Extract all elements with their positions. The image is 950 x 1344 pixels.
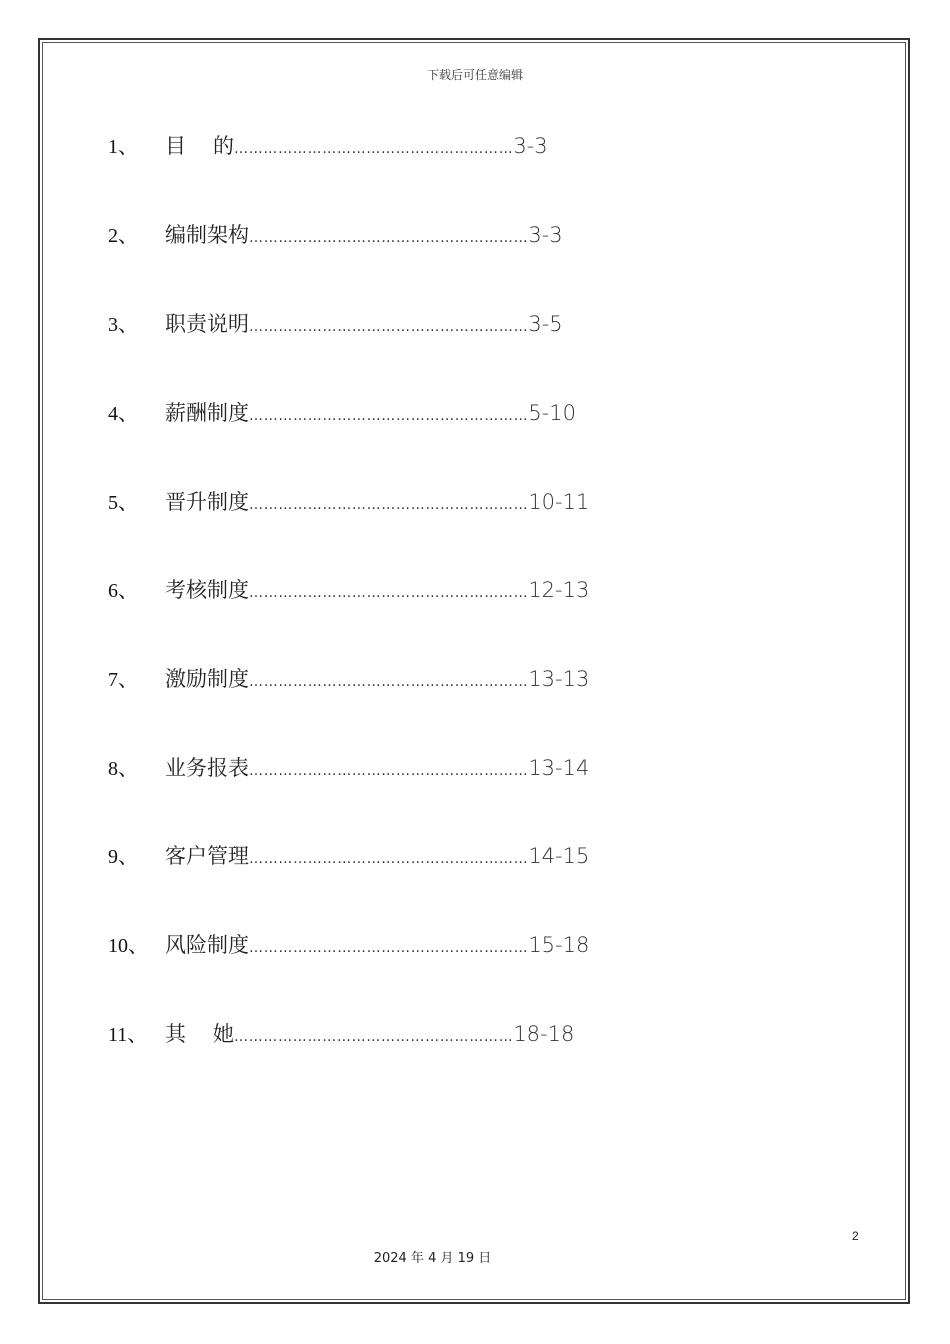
toc-entry-pages: 15-18 bbox=[528, 933, 590, 957]
toc-entry-pages: 3-5 bbox=[528, 312, 563, 336]
toc-entry[interactable] bbox=[108, 130, 548, 170]
toc-entry-pages: 10-11 bbox=[528, 490, 590, 514]
toc-entry-title: 职责说明 bbox=[165, 312, 249, 336]
toc-entry-number: 4、 bbox=[108, 403, 138, 425]
toc-entry-pages: 12-13 bbox=[528, 578, 590, 602]
toc-entry-number: 2、 bbox=[108, 225, 138, 247]
page-number: 2 bbox=[852, 1229, 859, 1243]
toc-leader-dots: ………………………………………………… bbox=[249, 763, 529, 779]
toc-leader-dots: ………………………………………………… bbox=[234, 1029, 514, 1045]
toc-entry-title: 考核制度 bbox=[165, 578, 249, 602]
toc-entry-pages: 3-3 bbox=[528, 223, 563, 247]
toc-entry-pages: 5-10 bbox=[528, 401, 576, 425]
toc-entry-title: 编制架构 bbox=[165, 223, 249, 247]
toc-leader-dots: ………………………………………………… bbox=[249, 674, 529, 690]
toc-entry-title: 其她 bbox=[165, 1022, 261, 1046]
toc-entry[interactable] bbox=[108, 308, 563, 348]
toc-entry[interactable] bbox=[108, 663, 589, 703]
toc-leader-dots: ………………………………………………… bbox=[249, 230, 529, 246]
toc-entry-number: 1、 bbox=[108, 136, 138, 158]
toc-leader-dots: ………………………………………………… bbox=[249, 940, 529, 956]
toc-entry-number: 7、 bbox=[108, 669, 138, 691]
toc-entry-pages: 18-18 bbox=[513, 1022, 575, 1046]
toc-entry-title: 薪酬制度 bbox=[165, 401, 249, 425]
toc-entry-title: 风险制度 bbox=[165, 933, 249, 957]
toc-entry[interactable] bbox=[108, 397, 576, 437]
toc-entry-pages: 13-14 bbox=[528, 756, 590, 780]
toc-entry-number: 9、 bbox=[108, 846, 138, 868]
toc-entry-title: 激励制度 bbox=[165, 667, 249, 691]
toc-entry-title: 晋升制度 bbox=[165, 490, 249, 514]
toc-entry-number: 8、 bbox=[108, 758, 138, 780]
toc-leader-dots: ………………………………………………… bbox=[249, 497, 529, 513]
toc-entry-number: 5、 bbox=[108, 492, 138, 514]
toc-entry[interactable] bbox=[108, 752, 589, 792]
toc-entry[interactable] bbox=[108, 840, 589, 880]
toc-entry-number: 11、 bbox=[108, 1024, 148, 1046]
toc-entry-number: 10、 bbox=[108, 935, 148, 957]
footer-date: 2024 年 4 月 19 日 bbox=[373, 1251, 492, 1266]
toc-leader-dots: ………………………………………………… bbox=[234, 141, 514, 157]
toc-entry[interactable] bbox=[108, 1018, 574, 1058]
toc-entry-title: 目的 bbox=[165, 134, 261, 158]
toc-entry-pages: 14-15 bbox=[528, 844, 590, 868]
toc-leader-dots: ………………………………………………… bbox=[249, 319, 529, 335]
toc-entry-title: 业务报表 bbox=[165, 756, 249, 780]
toc-entry-title: 客户管理 bbox=[165, 844, 249, 868]
toc-entry-number: 6、 bbox=[108, 580, 138, 602]
toc-entry[interactable] bbox=[108, 929, 589, 969]
toc-leader-dots: ………………………………………………… bbox=[249, 408, 529, 424]
toc-entry-number: 3、 bbox=[108, 314, 138, 336]
toc-entry[interactable] bbox=[108, 219, 563, 259]
toc-leader-dots: ………………………………………………… bbox=[249, 851, 529, 867]
toc-entry[interactable] bbox=[108, 574, 589, 614]
page-header: 下载后可任意编辑 bbox=[426, 68, 523, 82]
toc-entry-pages: 13-13 bbox=[528, 667, 590, 691]
toc-entry[interactable] bbox=[108, 486, 589, 526]
toc-entry-pages: 3-3 bbox=[513, 134, 548, 158]
toc-leader-dots: ………………………………………………… bbox=[249, 585, 529, 601]
